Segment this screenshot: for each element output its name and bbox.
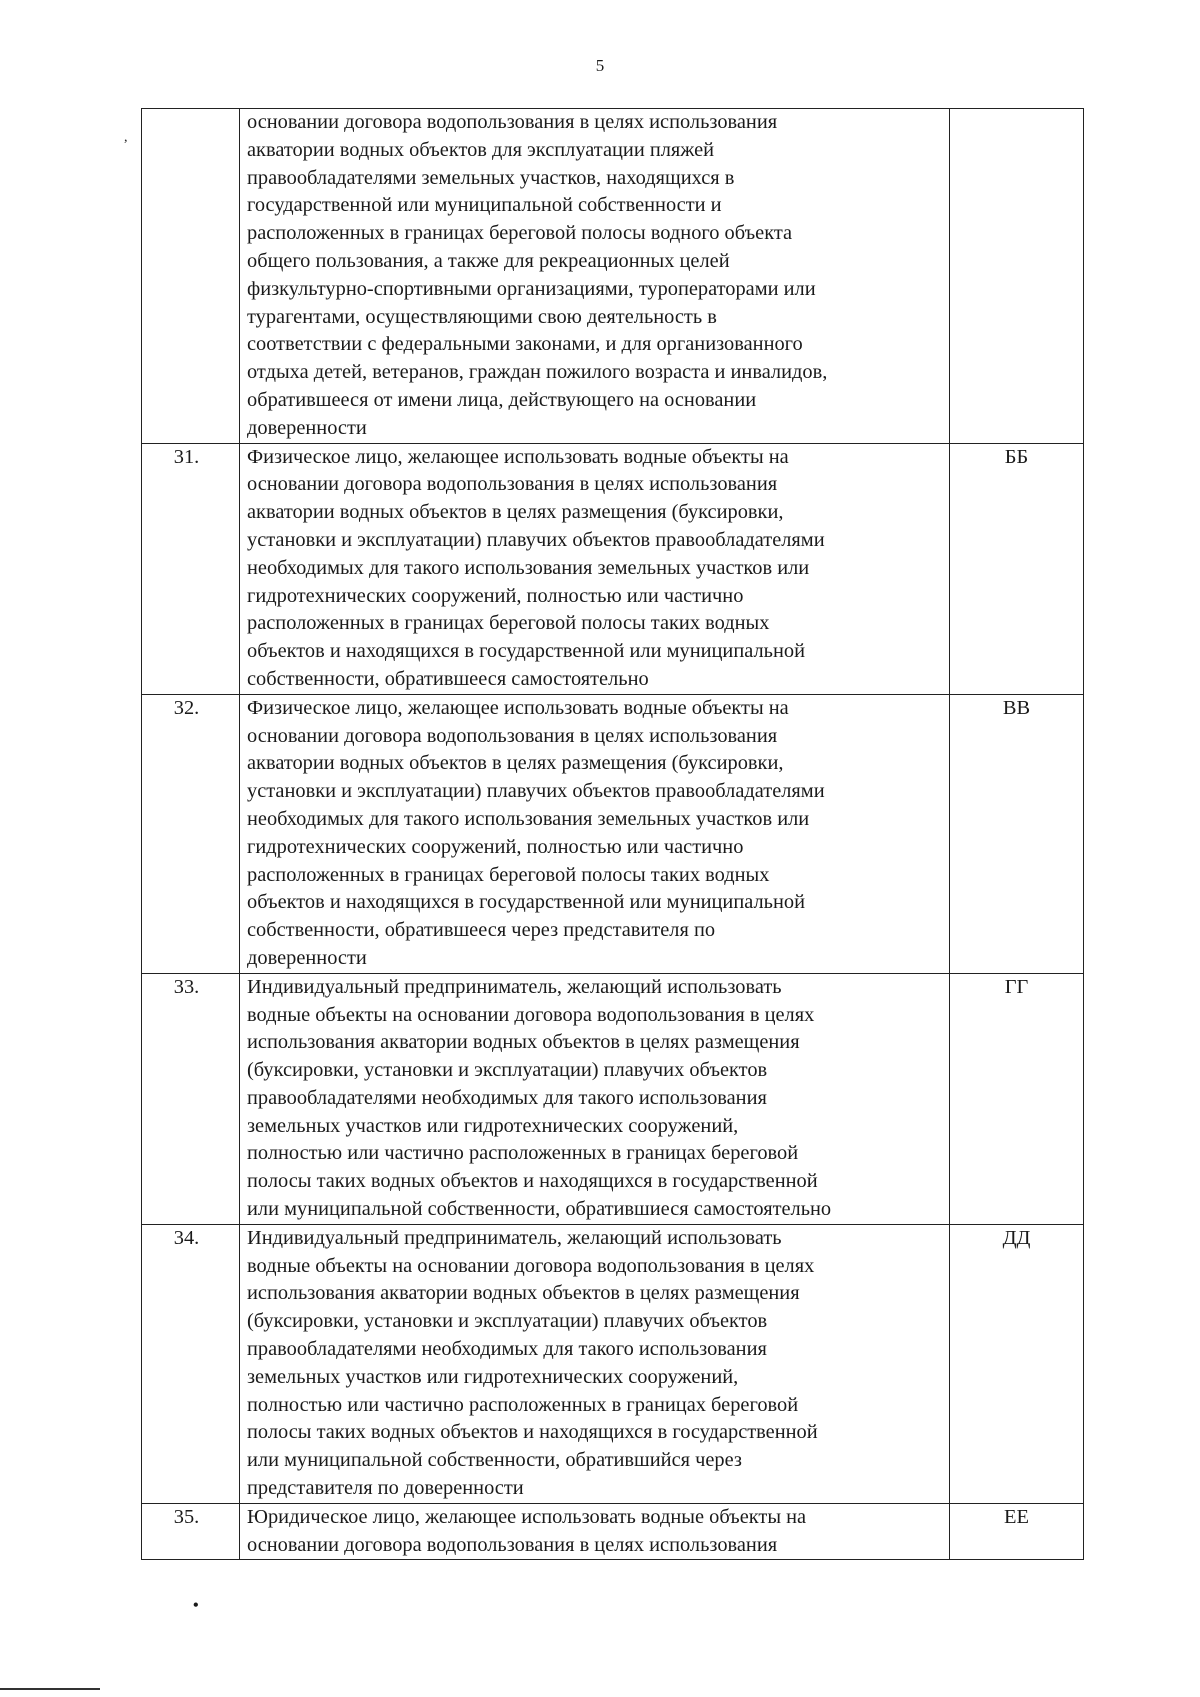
description-line: государственной или муниципальной собственности и — [247, 194, 722, 217]
description-line: основании договора водопользования в целях использования — [247, 724, 778, 747]
row-code: ВВ — [950, 694, 1084, 973]
description-line: или муниципальной собственности, обратившийся через — [247, 1449, 742, 1472]
description-line: собственности, обратившееся через представителя по — [247, 919, 716, 942]
description-line: использования акватории водных объектов в целях размещения — [247, 1282, 800, 1305]
table-body — [142, 109, 1084, 1560]
description-line: Индивидуальный предприниматель, желающий использовать — [247, 1226, 782, 1249]
description-line: (буксировки, установки и эксплуатации) плавучих объектов — [247, 1310, 768, 1333]
description-line: обратившееся от имени лица, действующего на основании — [247, 388, 757, 411]
description-line: гидротехнических сооружений, полностью или частично — [247, 584, 744, 607]
description-line: земельных участков или гидротехнических сооружений, — [247, 1365, 739, 1388]
description-line: водные объекты на основании договора водопользования в целях — [247, 1003, 815, 1026]
description-line: расположенных в границах береговой полосы таких водных — [247, 863, 770, 886]
row-code: ГГ — [950, 973, 1084, 1224]
description-line: акватории водных объектов в целях размещения (буксировки, — [247, 501, 784, 524]
row-number: 34. — [142, 1224, 240, 1503]
description-line: турагентами, осуществляющими свою деятельность в — [247, 305, 717, 328]
table-row — [142, 443, 1084, 694]
description-line: Физическое лицо, желающее использовать водные объекты на — [247, 696, 789, 719]
description-line: полностью или частично расположенных в границах береговой — [247, 1393, 799, 1416]
description-line: полностью или частично расположенных в границах береговой — [247, 1142, 799, 1165]
description-line: (буксировки, установки и эксплуатации) плавучих объектов — [247, 1059, 768, 1082]
row-code: ЕЕ — [950, 1503, 1084, 1560]
row-description — [240, 694, 950, 973]
row-description — [240, 109, 950, 444]
description-line: или муниципальной собственности, обратившиеся самостоятельно — [247, 1198, 832, 1221]
description-line: отдыха детей, ветеранов, граждан пожилого возраста и инвалидов, — [247, 361, 828, 384]
description-line: правообладателями необходимых для такого использования — [247, 1338, 767, 1361]
description-line: установки и эксплуатации) плавучих объектов правообладателями — [247, 780, 825, 803]
description-line: водные объекты на основании договора водопользования в целях — [247, 1254, 815, 1277]
row-number: 35. — [142, 1503, 240, 1560]
description-line: правообладателями земельных участков, находящихся в — [247, 166, 735, 189]
description-line: объектов и находящихся в государственной или муниципальной — [247, 891, 805, 914]
description-line: правообладателями необходимых для такого использования — [247, 1086, 767, 1109]
row-number: 32. — [142, 694, 240, 973]
row-code: ДД — [950, 1224, 1084, 1503]
description-line: общего пользования, а также для рекреационных целей — [247, 249, 730, 272]
description-line: использования акватории водных объектов в целях размещения — [247, 1031, 800, 1054]
description-line: доверенности — [247, 946, 367, 969]
row-code — [950, 109, 1084, 444]
row-number: 33. — [142, 973, 240, 1224]
description-line: расположенных в границах береговой полосы таких водных — [247, 612, 770, 635]
row-description — [240, 443, 950, 694]
applicant-table — [141, 108, 1084, 1560]
table-row — [142, 109, 1084, 444]
table-row — [142, 694, 1084, 973]
description-line: Индивидуальный предприниматель, желающий использовать — [247, 975, 782, 998]
description-line: установки и эксплуатации) плавучих объектов правообладателями — [247, 528, 825, 551]
description-line: собственности, обратившееся самостоятельно — [247, 667, 649, 690]
description-line: Юридическое лицо, желающее использовать водные объекты на — [247, 1505, 807, 1528]
row-code: ББ — [950, 443, 1084, 694]
description-line: полосы таких водных объектов и находящихся в государственной — [247, 1170, 818, 1193]
description-line: объектов и находящихся в государственной или муниципальной — [247, 640, 805, 663]
description-line: представителя по доверенности — [247, 1477, 524, 1500]
table-row — [142, 1224, 1084, 1503]
description-line: Физическое лицо, желающее использовать водные объекты на — [247, 445, 789, 468]
row-number — [142, 109, 240, 444]
row-description — [240, 1224, 950, 1503]
description-line: основании договора водопользования в целях использования — [247, 111, 778, 133]
description-line: физкультурно-спортивными организациями, туроператорами или — [247, 277, 816, 300]
description-line: соответствии с федеральными законами, и для организованного — [247, 333, 803, 356]
description-line: основании договора водопользования в целях использования — [247, 473, 778, 496]
description-line: гидротехнических сооружений, полностью или частично — [247, 835, 744, 858]
table-row — [142, 1503, 1084, 1560]
table-row — [142, 973, 1084, 1224]
description-line: акватории водных объектов для эксплуатации пляжей — [247, 138, 715, 161]
description-line: земельных участков или гидротехнических сооружений, — [247, 1114, 739, 1137]
description-line: необходимых для такого использования земельных участков или — [247, 556, 810, 579]
description-line: доверенности — [247, 416, 367, 439]
description-line: основании договора водопользования в целях использования — [247, 1533, 778, 1556]
description-line: полосы таких водных объектов и находящихся в государственной — [247, 1421, 818, 1444]
description-line: необходимых для такого использования земельных участков или — [247, 807, 810, 830]
page-number: 5 — [595, 56, 605, 75]
row-number: 31. — [142, 443, 240, 694]
row-description — [240, 973, 950, 1224]
scan-edge-line — [0, 1688, 100, 1690]
row-description — [240, 1503, 950, 1560]
description-line: расположенных в границах береговой полосы водного объекта — [247, 222, 793, 245]
description-line: акватории водных объектов в целях размещения (буксировки, — [247, 752, 784, 775]
scan-mark: , — [124, 130, 128, 145]
scan-mark: • — [193, 1597, 199, 1614]
